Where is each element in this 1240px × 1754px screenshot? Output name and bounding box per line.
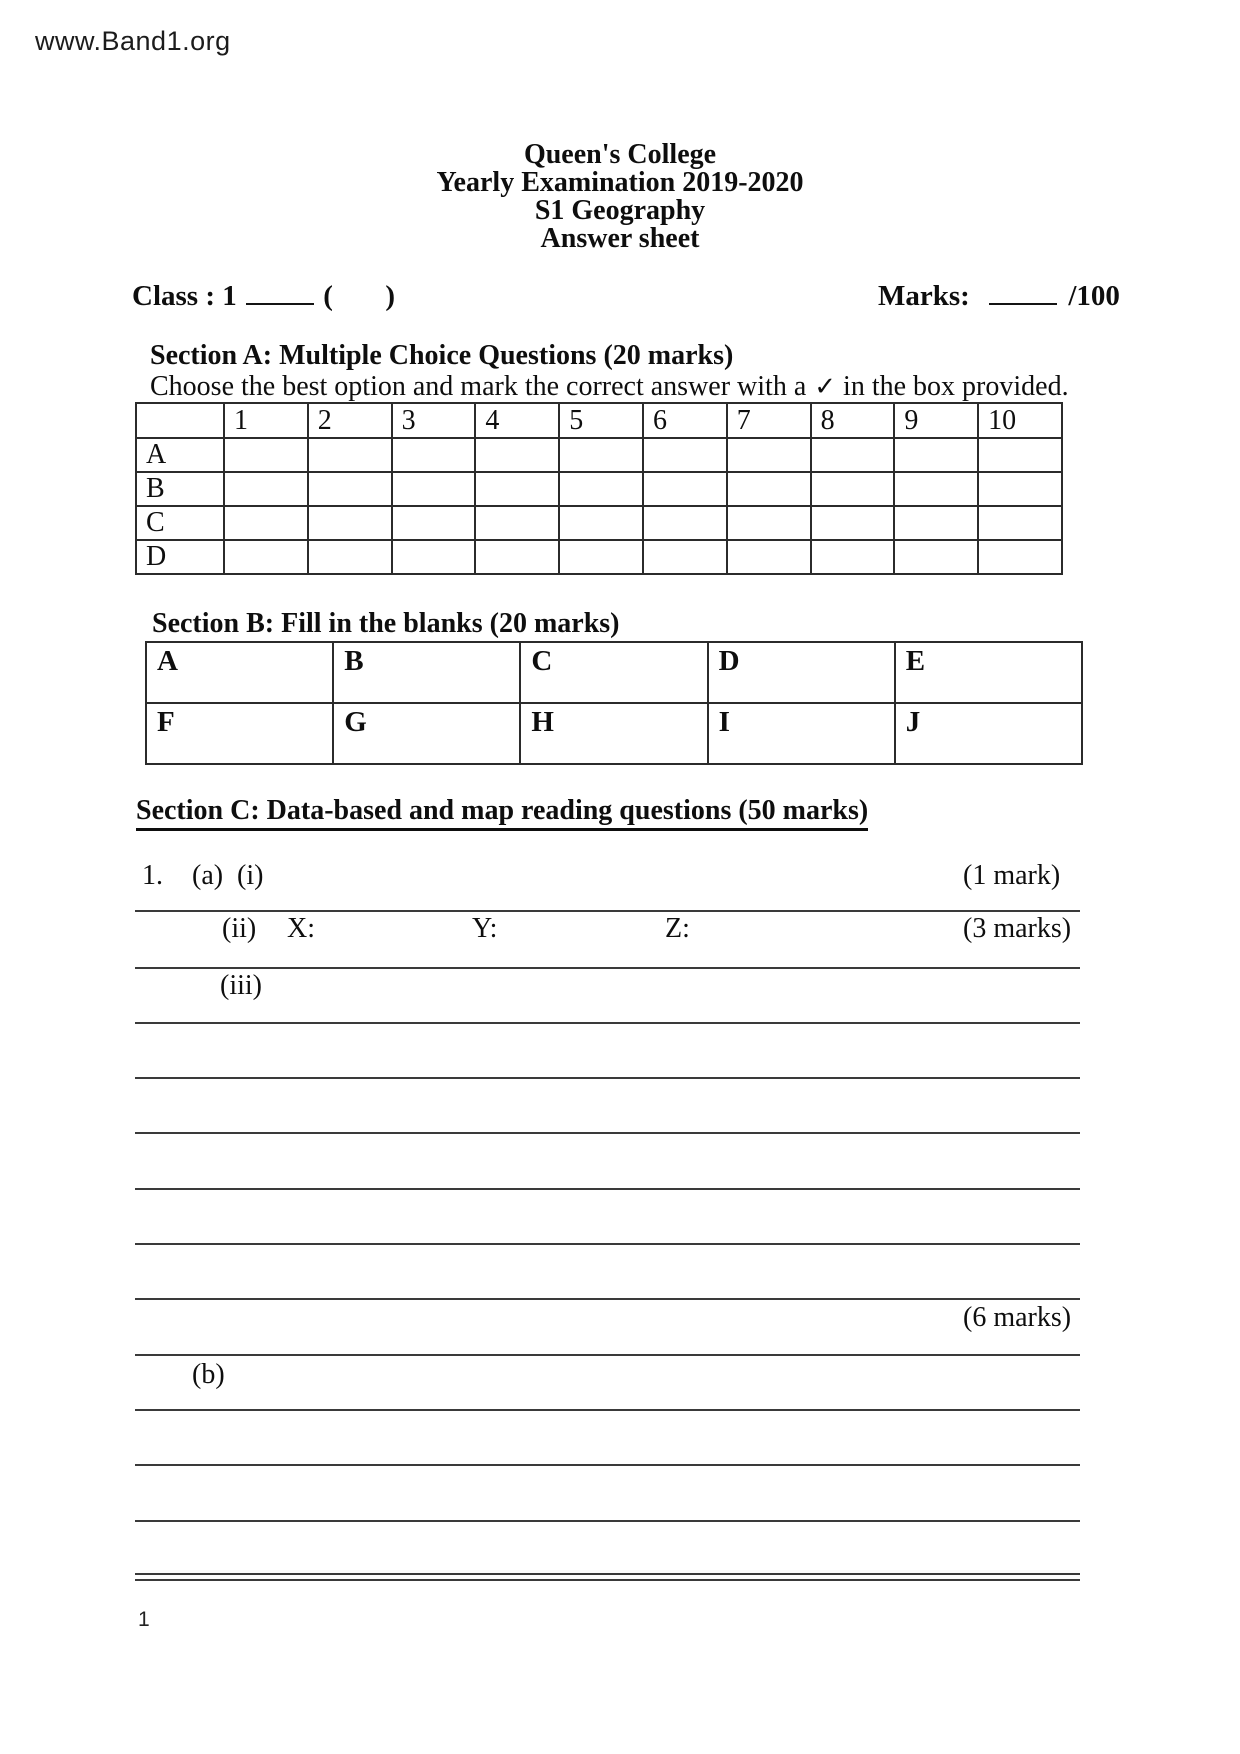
mcq-col-header: 10: [978, 403, 1062, 438]
q1-part-ii: (ii): [222, 913, 257, 944]
site-watermark: www.Band1.org: [35, 26, 231, 56]
mcq-answer-box: [978, 540, 1062, 574]
answer-line: [135, 1243, 1080, 1245]
exam-title: Yearly Examination 2019-2020: [436, 167, 804, 198]
mcq-col-header: 4: [475, 403, 559, 438]
mcq-header-row: [136, 403, 1062, 438]
mcq-answer-box: [559, 540, 643, 574]
section-b-title: Section B: Fill in the blanks (20 marks): [152, 608, 620, 639]
answer-line: [135, 967, 1080, 969]
mcq-answer-box: [308, 472, 392, 506]
mcq-answer-box: [727, 540, 811, 574]
q1-mark-iii: (6 marks): [963, 1302, 1072, 1333]
blank-cell: A: [146, 642, 333, 703]
mcq-corner-cell: [136, 403, 224, 438]
mcq-answer-box: [392, 506, 476, 540]
class-label: Class : 1: [132, 280, 237, 312]
fill-blanks-row-1: [146, 642, 1082, 703]
doc-type: Answer sheet: [540, 223, 700, 254]
mcq-row-A: [136, 438, 1062, 472]
q1-x-label: X:: [287, 913, 315, 944]
answer-line: [135, 910, 1080, 912]
mcq-answer-box: [643, 506, 727, 540]
answer-line: [135, 1188, 1080, 1190]
mcq-col-header: 1: [224, 403, 308, 438]
blank-cell: J: [895, 703, 1082, 764]
mcq-answer-box: [559, 472, 643, 506]
class-paren-close: ): [385, 280, 396, 312]
q1-part-b: (b): [192, 1359, 225, 1390]
answer-line: [135, 1132, 1080, 1134]
q1-part-iii: (iii): [220, 970, 262, 1001]
section-c-title: Section C: Data-based and map reading questions (50 marks): [136, 796, 868, 826]
mcq-answer-box: [224, 472, 308, 506]
class-paren-open: (: [323, 280, 333, 312]
mcq-answer-box: [475, 506, 559, 540]
mcq-answer-box: [308, 540, 392, 574]
blank-cell: C: [520, 642, 707, 703]
mcq-answer-box: [224, 540, 308, 574]
marks-total: /100: [1068, 280, 1120, 312]
blank-cell: F: [146, 703, 333, 764]
mcq-answer-box: [811, 506, 895, 540]
answer-line: [135, 1520, 1080, 1522]
mcq-answer-box: [894, 540, 978, 574]
answer-line: [135, 1077, 1080, 1079]
mcq-answer-box: [978, 506, 1062, 540]
mcq-answer-grid: [135, 402, 1063, 575]
mcq-answer-box: [643, 438, 727, 472]
q1-number: 1.: [142, 860, 163, 891]
mcq-answer-box: [559, 506, 643, 540]
mcq-answer-box: [475, 438, 559, 472]
answer-line: [135, 1298, 1080, 1300]
q1-z-label: Z:: [665, 913, 690, 944]
answer-line: [135, 1573, 1080, 1575]
fill-blanks-grid: [145, 641, 1083, 765]
marks-field: [878, 279, 1120, 312]
mcq-answer-box: [978, 472, 1062, 506]
answer-line: [135, 1354, 1080, 1356]
mcq-answer-box: [392, 438, 476, 472]
mcq-answer-box: [392, 540, 476, 574]
blank-cell: I: [708, 703, 895, 764]
mcq-answer-box: [475, 472, 559, 506]
mcq-answer-box: [978, 438, 1062, 472]
mcq-answer-box: [475, 540, 559, 574]
mcq-col-header: 8: [811, 403, 895, 438]
q1-y-label: Y:: [472, 913, 498, 944]
mcq-answer-box: [559, 438, 643, 472]
blank-cell: B: [333, 642, 520, 703]
mcq-answer-box: [811, 438, 895, 472]
mcq-row-B: [136, 472, 1062, 506]
mcq-answer-box: [392, 472, 476, 506]
answer-line: [135, 1409, 1080, 1411]
mcq-answer-box: [643, 540, 727, 574]
answer-line: [135, 1464, 1080, 1466]
mcq-col-header: 3: [392, 403, 476, 438]
class-field: [132, 279, 395, 312]
mcq-answer-box: [224, 506, 308, 540]
mcq-row-label: A: [136, 438, 224, 472]
blank-cell: G: [333, 703, 520, 764]
marks-blank: [989, 279, 1057, 305]
mcq-answer-box: [811, 472, 895, 506]
answer-line: [135, 1579, 1080, 1581]
mcq-col-header: 2: [308, 403, 392, 438]
mcq-answer-box: [224, 438, 308, 472]
q1-mark-i: (1 mark): [963, 860, 1061, 891]
mcq-row-C: [136, 506, 1062, 540]
mcq-row-label: D: [136, 540, 224, 574]
mcq-answer-box: [811, 540, 895, 574]
exam-header: [0, 141, 1240, 253]
page-number: 1: [138, 1608, 150, 1631]
subject-title: S1 Geography: [534, 195, 706, 226]
section-a-title: Section A: Multiple Choice Questions (20 marks): [150, 340, 734, 371]
mcq-answer-box: [894, 438, 978, 472]
mcq-col-header: 6: [643, 403, 727, 438]
mcq-col-header: 9: [894, 403, 978, 438]
mcq-col-header: 5: [559, 403, 643, 438]
mcq-answer-box: [894, 472, 978, 506]
mcq-answer-box: [643, 472, 727, 506]
q1-mark-ii: (3 marks): [963, 913, 1072, 944]
answer-line: [135, 1022, 1080, 1024]
fill-blanks-row-2: [146, 703, 1082, 764]
mcq-row-label: C: [136, 506, 224, 540]
blank-cell: E: [895, 642, 1082, 703]
mcq-answer-box: [727, 438, 811, 472]
school-name: Queen's College: [523, 139, 717, 170]
marks-label: Marks:: [878, 280, 970, 312]
blank-cell: H: [520, 703, 707, 764]
q1-part-a: (a): [192, 860, 224, 891]
mcq-row-label: B: [136, 472, 224, 506]
mcq-answer-box: [308, 438, 392, 472]
mcq-col-header: 7: [727, 403, 811, 438]
section-a-instruction: Choose the best option and mark the correct answer with a ✓ in the box provided.: [150, 371, 1069, 402]
mcq-answer-box: [894, 506, 978, 540]
q1-part-i: (i): [237, 860, 264, 891]
check-icon: ✓: [814, 372, 837, 402]
class-blank: [246, 279, 314, 305]
mcq-row-D: [136, 540, 1062, 574]
mcq-answer-box: [727, 506, 811, 540]
mcq-answer-box: [727, 472, 811, 506]
blank-cell: D: [708, 642, 895, 703]
mcq-answer-box: [308, 506, 392, 540]
